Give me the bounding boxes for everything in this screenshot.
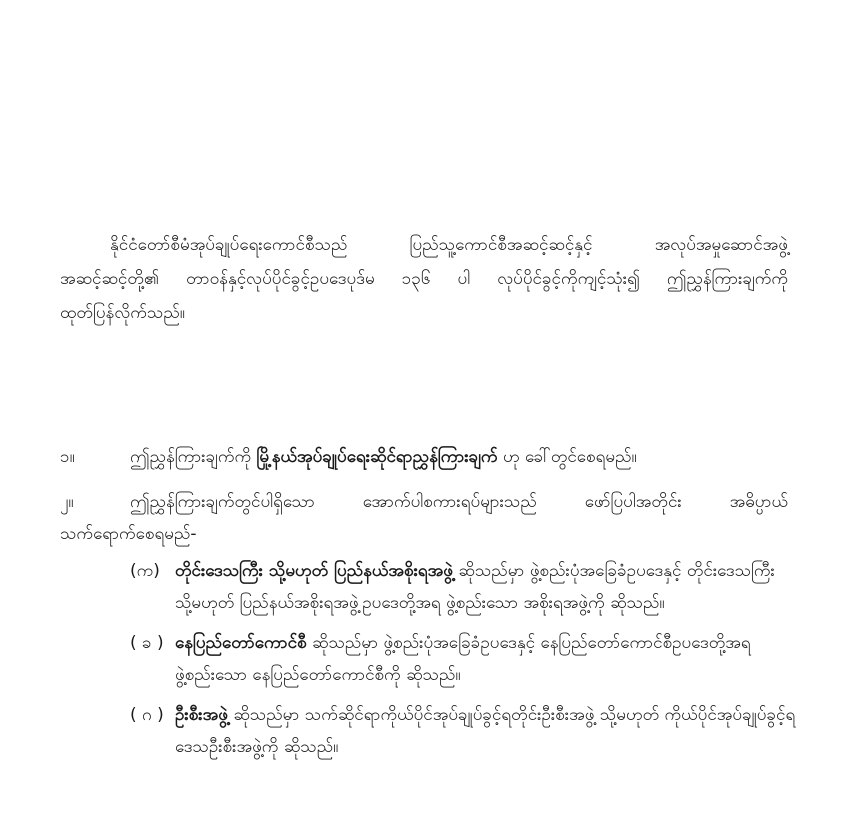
definition-ka-line-1 xyxy=(175,560,775,585)
definition-kha-term: နေပြည်တော်ကောင်စီ xyxy=(175,633,307,653)
definition-ka-term: တိုင်းဒေသကြီး သို့မဟုတ် ပြည်နယ်အစိုးရအဖွဲ့ xyxy=(175,561,453,581)
preamble-line-2: အဆင့်ဆင့်တို့၏ တာဝန်နှင့်လုပ်ပိုင်ခွင့်ဥပဒေပုဒ်မ ၁၃၆ ပါ လုပ်ပိုင်ခွင့်ကိုကျင့်သုံး၍ ဤညွှန်ကြားချက်ကို xyxy=(60,269,788,289)
definition-kha-label: ( ခ ) xyxy=(130,633,164,653)
definition-ga-line-1 xyxy=(175,704,795,729)
definition-ga-rest: ဆိုသည်မှာ သက်ဆိုင်ရာကိုယ်ပိုင်အုပ်ချုပ်ခွင့်ရတိုင်းဦးစီးအဖွဲ့ သို့မဟုတ် ကိုယ်ပိုင်အုပ်ချုပ်ခွင့်ရ xyxy=(227,705,796,725)
section-2-number: ၂။ xyxy=(60,492,74,512)
definition-kha-line-2: ဖွဲ့စည်းသော နေပြည်တော်ကောင်စီကို ဆိုသည်။ xyxy=(175,665,461,685)
definition-kha-line-1 xyxy=(175,632,751,657)
section-1-number: ၁။ xyxy=(60,447,75,467)
preamble-line-3: ထုတ်ပြန်လိုက်သည်။ xyxy=(60,303,185,323)
section-2-line-2: သက်ရောက်စေရမည်- xyxy=(60,524,197,544)
definition-ga-line-2: ဒေသဦးစီးအဖွဲ့ကို ဆိုသည်။ xyxy=(175,737,339,757)
section-1-document-name: မြို့နယ်အုပ်ချုပ်ရေးဆိုင်ရာညွှန်ကြားချက် xyxy=(256,447,498,467)
section-1-text xyxy=(130,446,637,471)
section-1-text-before: ဤညွှန်ကြားချက်ကို xyxy=(130,447,257,467)
definition-ka-label: (က) xyxy=(130,561,160,581)
definition-ga-label: ( ဂ ) xyxy=(130,705,164,725)
preamble-line-1: နိုင်ငံတော်စီမံအုပ်ချုပ်ရေးကောင်စီသည် ပြည်သူ့ကောင်စီအဆင့်ဆင့်နှင့် အလုပ်အမှုဆောင်အဖွဲ့ xyxy=(110,235,788,255)
definition-kha-rest: ဆိုသည်မှာ ဖွဲ့စည်းပုံအခြေခံဥပဒေနှင့် နေပြည်တော်ကောင်စီဥပဒေတို့အရ xyxy=(306,633,751,653)
section-2-line-1: ဤညွှန်ကြားချက်တွင်ပါရှိသော အောက်ပါစကားရပ်များသည် ဖော်ပြပါအတိုင်း အဓိပ္ပာယ် xyxy=(130,492,788,512)
definition-ka-line-2: သို့မဟုတ် ပြည်နယ်အစိုးရအဖွဲ့ဥပဒေတို့အရ ဖွဲ့စည်းသော အစိုးရအဖွဲ့ကို ဆိုသည်။ xyxy=(175,593,665,613)
definition-ka-rest: ဆိုသည်မှာ ဖွဲ့စည်းပုံအခြေခံဥပဒေနှင့် တိုင်းဒေသကြီး xyxy=(453,561,775,581)
section-1-text-after: ဟု ခေါ်တွင်စေရမည်။ xyxy=(497,447,637,467)
definition-ga-term: ဦးစီးအဖွဲ့ xyxy=(175,705,228,725)
